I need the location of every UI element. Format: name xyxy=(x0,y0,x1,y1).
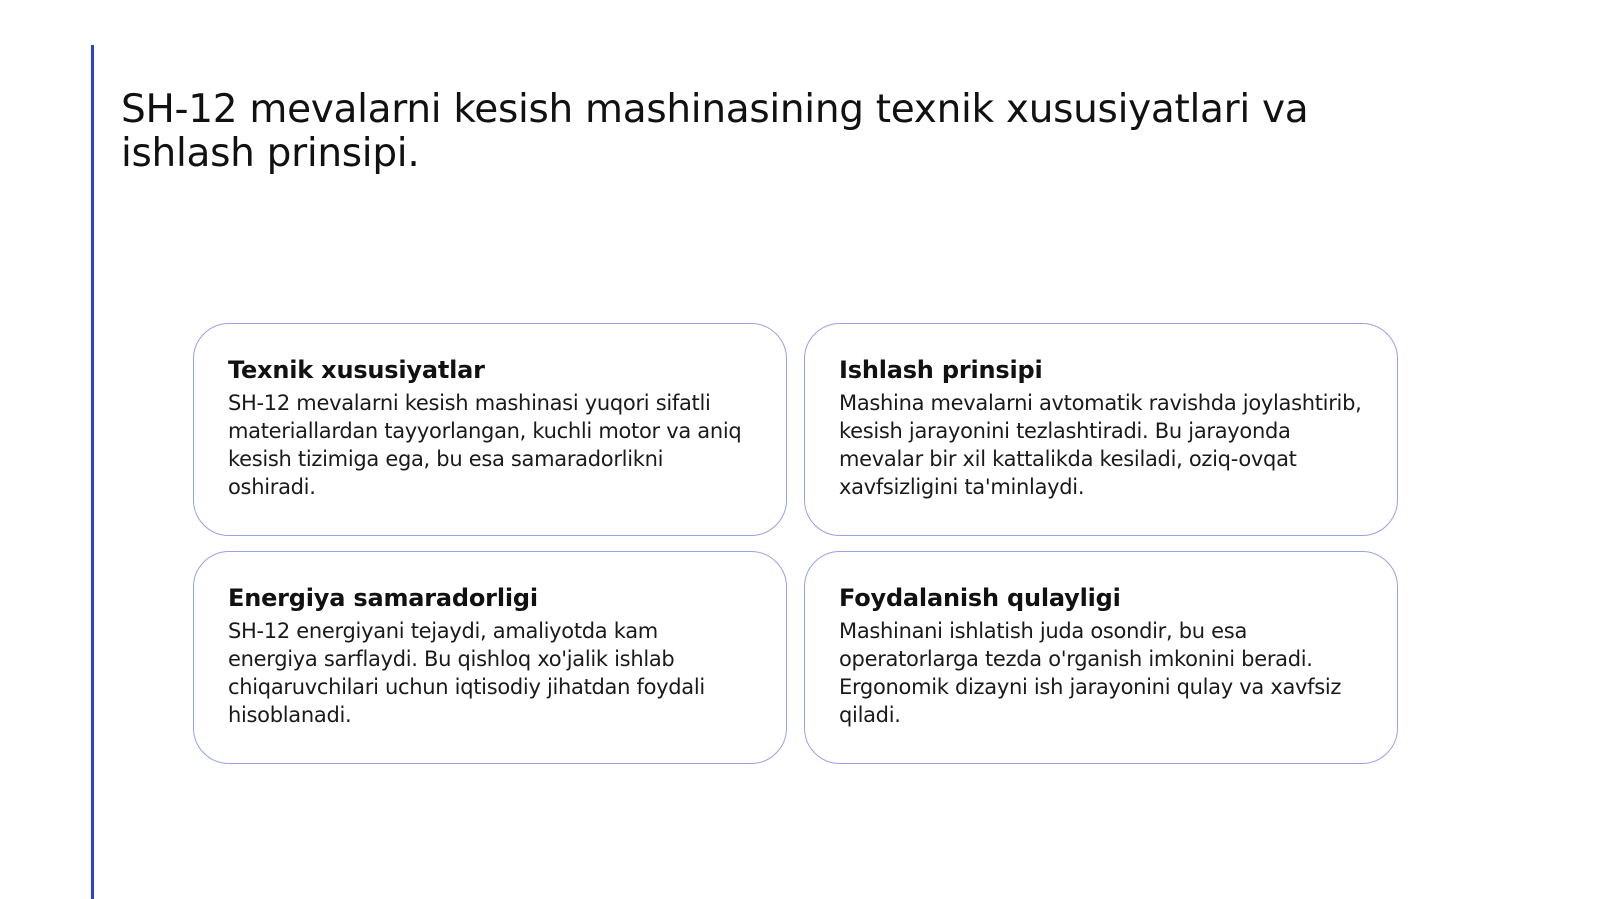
card-heading: Foydalanish qulayligi xyxy=(839,584,1121,612)
card-technical-features xyxy=(193,323,787,536)
card-text: SH-12 energiyani tejaydi, amaliyotda kam energiya sarflaydi. Bu qishloq xo'jalik ishlab chiqaruvchilari uchun iqtisodiy jihatdan foydali hisoblanadi. xyxy=(228,619,705,727)
card-text: SH-12 mevalarni kesish mashinasi yuqori sifatli materiallardan tayyorlangan, kuchli motor va aniq kesish tizimiga ega, bu esa samaradorlikni oshiradi. xyxy=(228,391,742,499)
accent-bar xyxy=(91,45,94,899)
card-working-principle xyxy=(804,323,1398,536)
card-heading: Ishlash prinsipi xyxy=(839,356,1043,384)
card-energy-efficiency xyxy=(193,551,787,764)
card-ease-of-use xyxy=(804,551,1398,764)
card-text: Mashina mevalarni avtomatik ravishda joylashtirib, kesish jarayonini tezlashtiradi. Bu jarayonda mevalar bir xil kattalikda kesiladi, oziq-ovqat xavfsizligini ta'minlaydi. xyxy=(839,391,1362,499)
card-heading: Energiya samaradorligi xyxy=(228,584,538,612)
card-text: Mashinani ishlatish juda osondir, bu esa operatorlarga tezda o'rganish imkonini beradi. Ergonomik dizayni ish jarayonini qulay va xavfsiz qiladi. xyxy=(839,619,1342,727)
card-heading: Texnik xususiyatlar xyxy=(228,356,485,384)
slide-title: SH-12 mevalarni kesish mashinasining texnik xususiyatlari va ishlash prinsipi. xyxy=(121,87,1309,176)
